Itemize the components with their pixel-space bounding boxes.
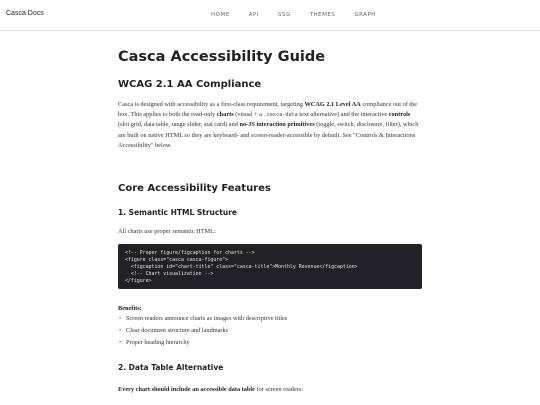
subheading-data-table: 2. Data Table Alternative	[118, 363, 224, 372]
code-line: </figure>	[125, 278, 152, 284]
subheading-semantic-html: 1. Semantic HTML Structure	[118, 208, 238, 217]
semantic-intro-text: All charts use proper semantic HTML:	[118, 228, 216, 235]
code-line: <!-- Proper figure/figcaption for charts -->	[125, 250, 255, 256]
doc-content	[118, 48, 423, 393]
nav-themes[interactable]: THEMES	[309, 12, 336, 18]
code-line: <!-- Chart visualization -->	[125, 271, 214, 277]
intro-paragraph: Casca is designed with accessibility as a first-class requirement, targeting WCAG 2.1 Level AA compliance out of the box. This applies to both the read-only charts (visual + a .casca-data text alternative) and the interactive controls (slot grid, data table, range slider, stat card) and no-JS interaction primitives (toggle, switch, disclosure, filter), which are built on native HTML so they are keyboard- and screen-reader-accessible by default. See "Controls & Interactions Accessibility" below.	[118, 101, 419, 149]
nav-graph[interactable]: GRAPH	[354, 12, 376, 18]
code-line: <figure class="casca casca-figure">	[125, 257, 229, 263]
top-nav-bar	[0, 0, 540, 31]
list-item: • Proper heading hierarchy	[118, 337, 287, 349]
nav-api[interactable]: API	[248, 12, 259, 18]
nav-ssg[interactable]: SSG	[277, 12, 291, 18]
list-item: • Screen readers announce charts as images with descriptive titles	[118, 313, 287, 325]
code-block	[118, 244, 422, 289]
benefits-label: Benefits:	[118, 305, 142, 312]
list-item: • Clear document structure and landmarks	[118, 325, 287, 337]
nav-home[interactable]: HOME	[211, 12, 230, 18]
main-nav	[211, 12, 395, 18]
benefits-list	[118, 313, 287, 349]
code-line: <figcaption id="chart-title" class="casca-title">Monthly Revenue</figcaption>	[125, 264, 358, 270]
section-heading-compliance: WCAG 2.1 AA Compliance	[118, 79, 262, 90]
section-heading-features: Core Accessibility Features	[118, 183, 271, 194]
page-title: Casca Accessibility Guide	[118, 49, 326, 65]
table-intro-text: Every chart should include an accessible data table for screen readers:	[118, 386, 304, 393]
brand-link[interactable]: Casca Docs	[6, 10, 44, 17]
